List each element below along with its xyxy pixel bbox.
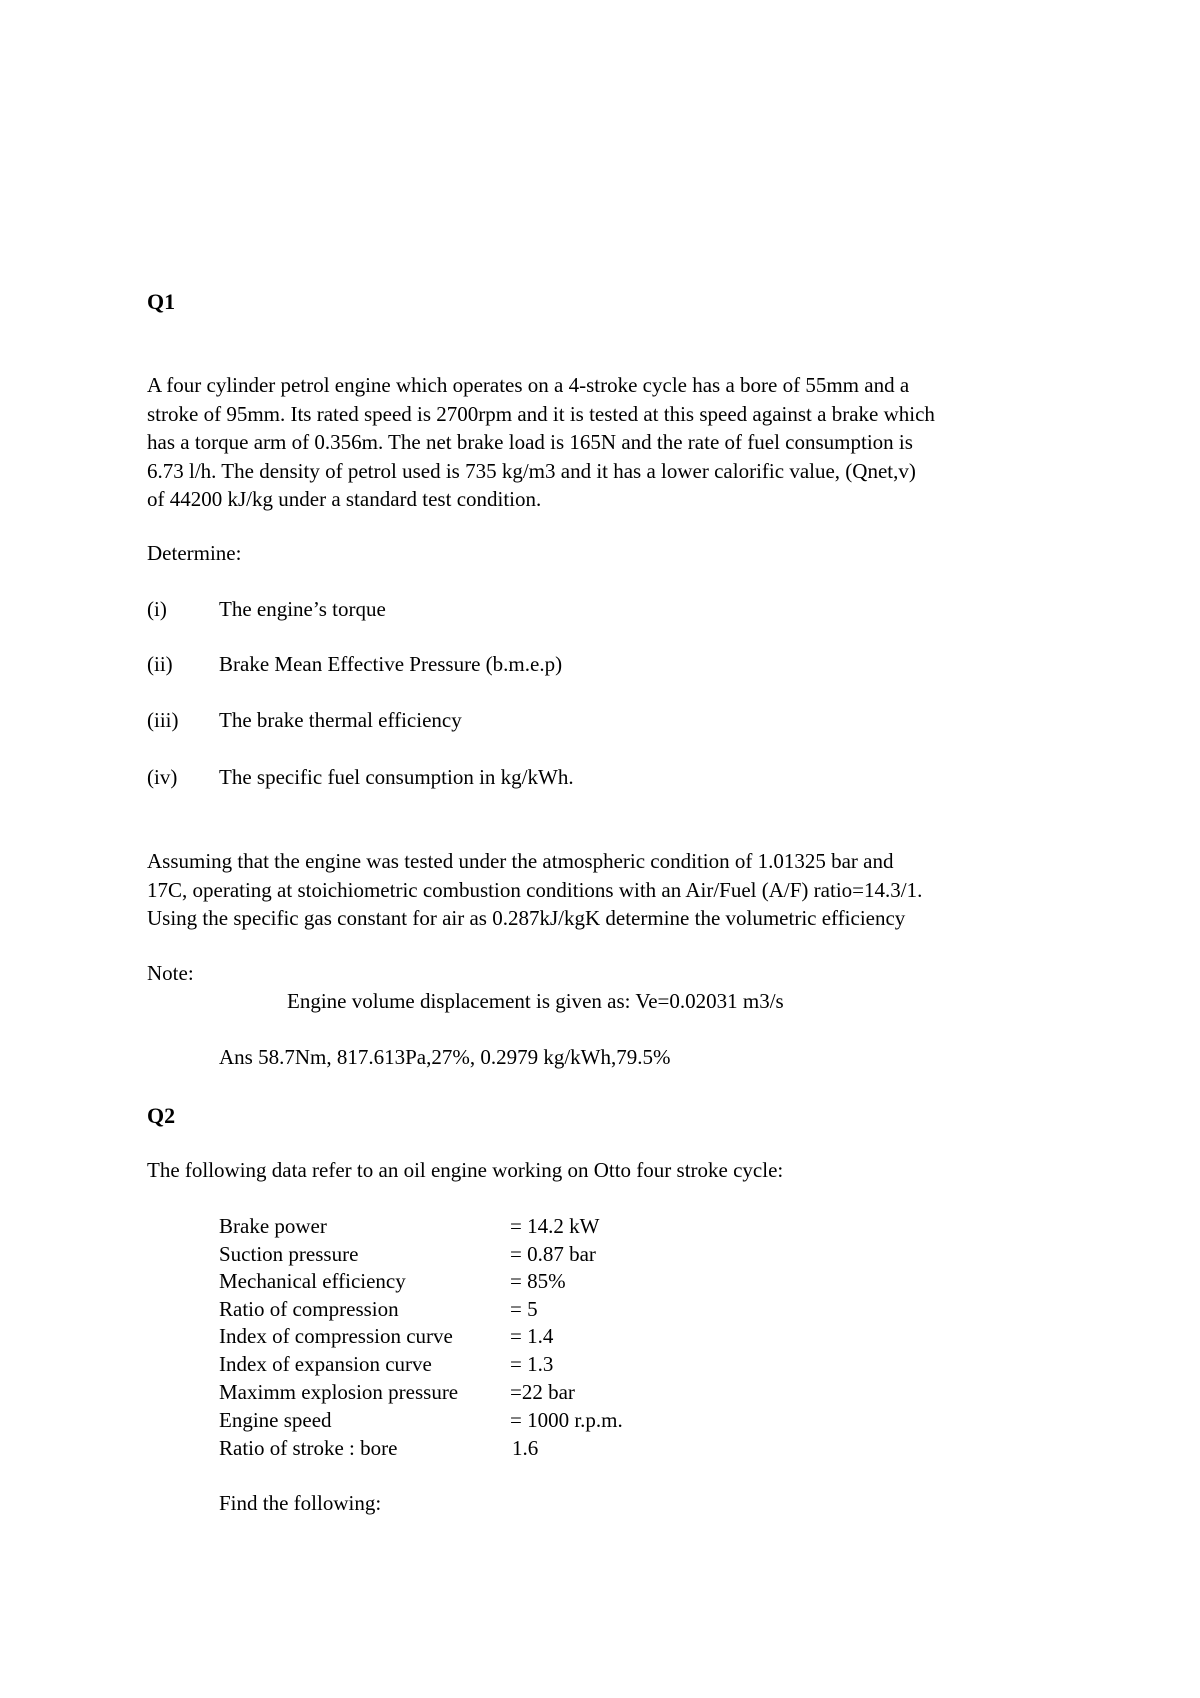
q2-intro: The following data refer to an oil engine working on Otto four stroke cycle: xyxy=(147,1158,784,1182)
q2-data-label: Engine speed xyxy=(219,1408,332,1432)
q2-data-value: 1.6 xyxy=(512,1436,539,1460)
q1-assumption-line: Assuming that the engine was tested under the atmospheric condition of 1.01325 bar and xyxy=(147,849,894,873)
q2-data-label: Mechanical efficiency xyxy=(219,1269,406,1293)
q2-data-value: = 1.4 xyxy=(510,1324,554,1348)
q1-assumption-line: Using the specific gas constant for air as 0.287kJ/kgK determine the volumetric efficiency xyxy=(147,906,906,930)
q2-data-label: Index of expansion curve xyxy=(219,1352,432,1376)
q2-data-value: =22 bar xyxy=(510,1380,575,1404)
q2-data-label: Suction pressure xyxy=(219,1242,359,1266)
q2-data-label: Brake power xyxy=(219,1214,327,1238)
q1-note-text: Engine volume displacement is given as: Ve=0.02031 m3/s xyxy=(287,989,784,1013)
q1-assumption-paragraph xyxy=(147,847,1107,933)
q1-item-text: The engine’s torque xyxy=(219,597,386,621)
q1-note-label: Note: xyxy=(147,961,194,985)
q1-item-text: Brake Mean Effective Pressure (b.m.e.p) xyxy=(219,652,563,676)
q1-item-number: (ii) xyxy=(147,652,173,676)
q2-data-value: = 85% xyxy=(510,1269,566,1293)
q2-data-label: Maximm explosion pressure xyxy=(219,1380,459,1404)
q1-answer: Ans 58.7Nm, 817.613Pa,27%, 0.2979 kg/kWh,79.5% xyxy=(219,1045,671,1069)
q1-item-number: (i) xyxy=(147,597,167,621)
q2-data-value: = 1000 r.p.m. xyxy=(510,1408,623,1432)
q1-determine-label: Determine: xyxy=(147,541,242,565)
q1-intro-line: of 44200 kJ/kg under a standard test condition. xyxy=(147,487,542,511)
q2-data-value: = 5 xyxy=(510,1297,538,1321)
q1-intro-line: A four cylinder petrol engine which operates on a 4-stroke cycle has a bore of 55mm and a xyxy=(147,373,910,397)
q2-data-value: = 0.87 bar xyxy=(510,1242,596,1266)
q2-data-value: = 1.3 xyxy=(510,1352,554,1376)
q2-data-label: Ratio of stroke : bore xyxy=(219,1436,398,1460)
q2-data-label: Ratio of compression xyxy=(219,1297,399,1321)
q1-intro-paragraph xyxy=(147,371,1107,514)
q1-item-text: The specific fuel consumption in kg/kWh. xyxy=(219,765,574,789)
q1-intro-line: has a torque arm of 0.356m. The net brake load is 165N and the rate of fuel consumption is xyxy=(147,430,913,454)
q1-item-number: (iii) xyxy=(147,708,179,732)
q1-intro-line: 6.73 l/h. The density of petrol used is 735 kg/m3 and it has a lower calorific value, (Qnet,v) xyxy=(147,458,916,483)
q1-item-number: (iv) xyxy=(147,765,178,789)
q2-heading: Q2 xyxy=(147,1103,176,1128)
q2-data-label: Index of compression curve xyxy=(219,1324,453,1348)
q2-data-value: = 14.2 kW xyxy=(510,1214,600,1238)
q1-intro-line: stroke of 95mm. Its rated speed is 2700rpm and it is tested at this speed against a brake which xyxy=(147,401,935,426)
q2-find-label: Find the following: xyxy=(219,1491,382,1515)
q1-assumption-line: 17C, operating at stoichiometric combustion conditions with an Air/Fuel (A/F) ratio=14.3/1. xyxy=(147,877,923,902)
q1-heading: Q1 xyxy=(147,289,176,314)
q1-item-text: The brake thermal efficiency xyxy=(219,708,462,732)
